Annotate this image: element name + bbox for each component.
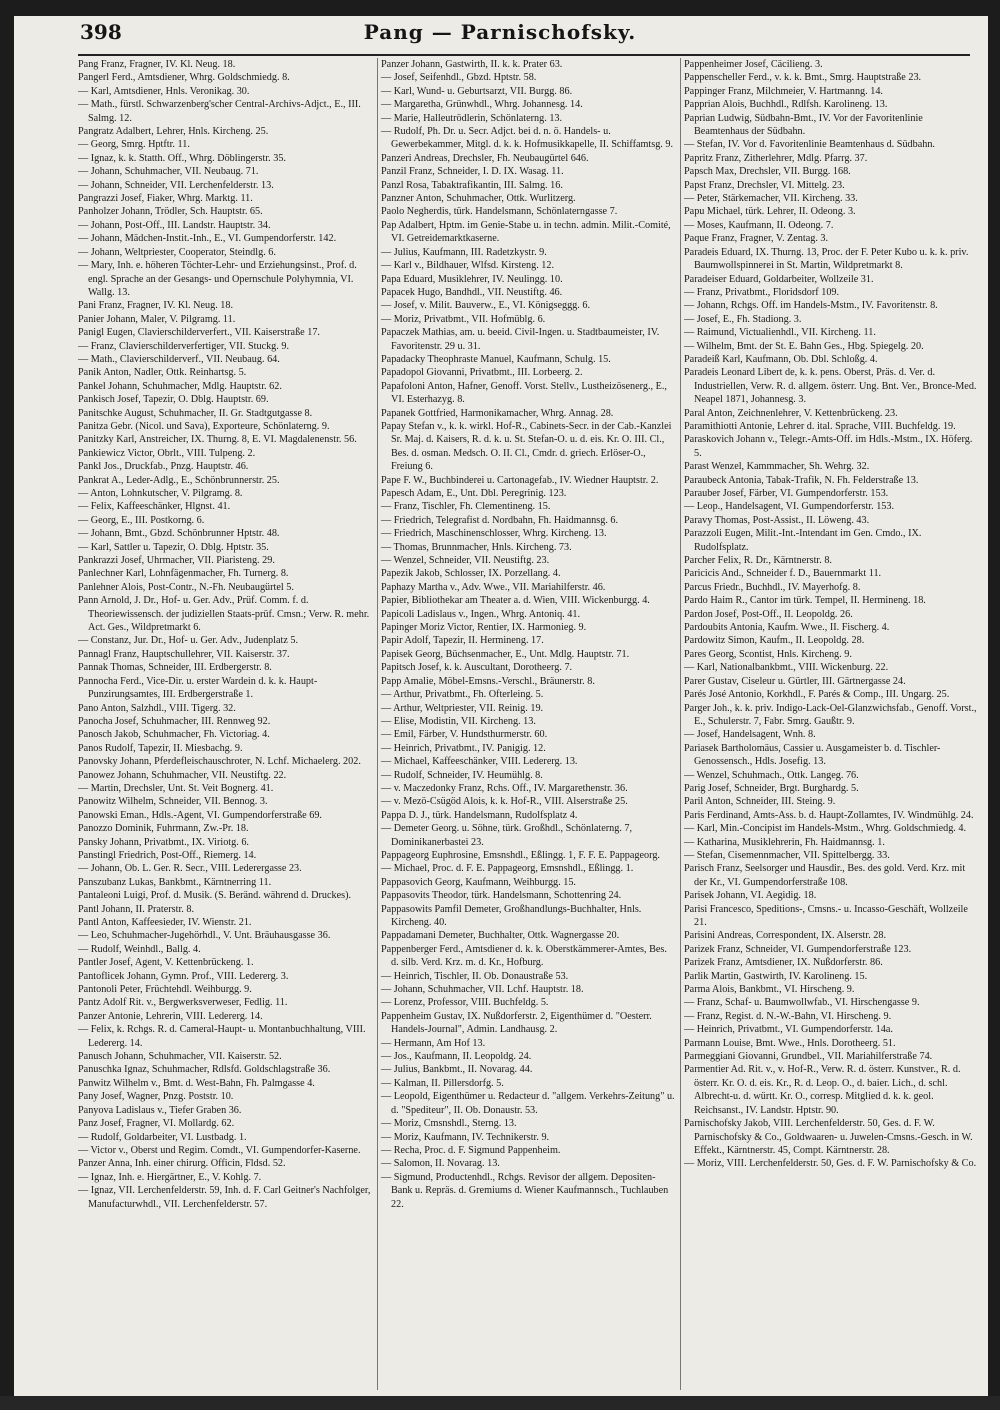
- directory-entry: Pang Franz, Fragner, IV. Kl. Neug. 18.: [78, 59, 236, 70]
- directory-entry: Papst Franz, Drechsler, VI. Mittelg. 23.: [684, 179, 845, 191]
- directory-entry: Pannagl Franz, Hauptschullehrer, VII. Kaiserstr. 37.: [78, 648, 290, 660]
- directory-entry: Pangrazzi Josef, Fiaker, Whrg. Marktg. 11.: [78, 193, 253, 205]
- directory-entry: Panzer Anna, Inh. einer chirurg. Officin, Fldsd. 52.: [78, 1158, 286, 1170]
- directory-entry: Panzl Rosa, Tabaktrafikantin, III. Salmg. 16.: [381, 179, 563, 191]
- directory-entry: Pankiewicz Victor, Obrlt., VIII. Tulpeng. 2.: [78, 447, 256, 459]
- directory-entry: Paramithiotti Antonie, Lehrer d. ital. Sprache, VIII. Buchfeldg. 19.: [684, 420, 956, 432]
- directory-entry: Papa Eduard, Musiklehrer, IV. Neulingg. 10.: [381, 273, 563, 285]
- directory-entry: Paradeiser Eduard, Goldarbeiter, Wollzeile 31.: [684, 273, 874, 285]
- directory-entry: Parnischofsky Jakob, VIII. Lerchenfelderstr. 50, Ges. d. F. W. Parnischofsky & Co., Goldwaaren- u. Juwelen-Cmsns.-Gesch. in W. Effekt., Kärntnerstr. 45, Compt. Kärntnerstr. 28.: [684, 1118, 973, 1156]
- directory-entry: Papacek Hugo, Bandhdl., VII. Neustiftg. 46.: [381, 286, 563, 298]
- directory-entry: — Josef, E., Fh. Stadiong. 3.: [684, 313, 802, 325]
- directory-entry: Panlechner Karl, Lohnfägenmacher, Fh. Turnerg. 8.: [78, 568, 289, 580]
- directory-entry: Panocha Josef, Schuhmacher, III. Rennweg 92.: [78, 715, 271, 727]
- directory-entry: Panszubanz Lukas, Bankbmt., Kärntnerring 11.: [78, 876, 272, 888]
- column-1: [78, 58, 372, 1390]
- directory-entry: — Karl v., Bildhauer, Wlfsd. Kirsteng. 12.: [381, 260, 555, 272]
- directory-entry: Panovsky Johann, Pferdefleischauschroter, N. Lchf. Michaelerg. 202.: [78, 756, 361, 768]
- directory-entry: — Karl, Nationalbankbmt., VIII. Wickenburg. 22.: [684, 662, 889, 674]
- directory-entry: Papinger Moriz Victor, Rentier, IX. Harmonieg. 9.: [381, 622, 587, 634]
- directory-entry: Paraubeck Antonia, Tabak-Trafik, N. Fh. Felderstraße 13.: [684, 474, 919, 486]
- directory-entry: — Jos., Kaufmann, II. Leopoldg. 24.: [381, 1051, 532, 1063]
- directory-entry: — Ignaz, VII. Lerchenfelderstr. 59, Inh. d. F. Carl Geitner's Nachfolger, Manufacturwhdl., VII. Lerchenfelderstr. 57.: [78, 1185, 371, 1210]
- directory-entry: Pappenheim Gustav, IX. Nußdorferstr. 2, Eigenthümer d. "Oesterr. Handels-Journal", Admin. Landhausg. 2.: [381, 1010, 652, 1036]
- directory-entry: Papay Stefan v., k. k. wirkl. Hof-R., Cabinets-Secr. in der Cab.-Kanzlei Sr. Maj. d. Kaisers, R. d. k. u. St. Stefan-O. u. d. eis. Kr. O. III. Cl., Bes. d. osman. Medsch. O. II. Cl., Cmdr. d. griech. Erlöser-O., Freiung 6.: [381, 420, 672, 473]
- directory-entry: — Johann, Schuhmacher, VII. Lchf. Hauptstr. 18.: [381, 984, 584, 996]
- directory-entry: — Moriz, Privatbmt., VII. Hofmüblg. 6.: [381, 313, 546, 325]
- directory-entry: Papprian Alois, Buchhdl., Rdlfsh. Karolineng. 13.: [684, 99, 888, 111]
- page-number: 398: [80, 20, 122, 44]
- directory-entry: Pariasek Bartholomäus, Cassier u. Ausgameister b. d. Tischler-Genossensch., Hdls. Josefig. 13.: [684, 742, 941, 768]
- directory-entry: Pardoubits Antonia, Kaufm. Wwe., II. Fischerg. 4.: [684, 622, 890, 634]
- directory-entry: Pangratz Adalbert, Lehrer, Hnls. Kircheng. 25.: [78, 126, 269, 138]
- directory-entry: Papadopol Giovanni, Privatbmt., III. Lorbeerg. 2.: [381, 367, 583, 379]
- directory-entry: Papanek Gottfried, Harmonikamacher, Whrg. Annag. 28.: [381, 407, 614, 419]
- directory-entry: — Josef, v. Milit. Bauverw., E., VI. Königseggg. 6.: [381, 300, 591, 312]
- directory-entry: — Ignaz, k. k. Statth. Off., Whrg. Döblingerstr. 35.: [78, 152, 286, 164]
- directory-entry: Paphazy Martha v., Adv. Wwe., VII. Mariahilferstr. 46.: [381, 581, 606, 593]
- directory-entry: — Hermann, Am Hof 13.: [381, 1037, 486, 1049]
- directory-entry: — v. Maczedonky Franz, Rchs. Off., IV. Margarethenstr. 36.: [381, 782, 628, 794]
- directory-entry: Paolo Negherdis, türk. Handelsmann, Schönlaterngasse 7.: [381, 206, 618, 218]
- directory-entry: — Felix, k. Rchgs. R. d. Cameral-Haupt- u. Montanbuchhaltung, VIII. Ledererg. 14.: [78, 1024, 366, 1049]
- directory-entry: Panuschka Ignaz, Schuhmacher, Rdlsfd. Goldschlagstraße 36.: [78, 1064, 331, 1076]
- directory-entry: — Rudolf, Weinhdl., Ballg. 4.: [78, 943, 201, 955]
- directory-entry: Papier, Bibliothekar am Theater a. d. Wien, VIII. Wickenburgg. 4.: [381, 595, 650, 607]
- directory-entry: Pannocha Ferd., Vice-Dir. u. erster Wardein d. k. k. Haupt-Punzirungsamtes, III. Erdbergerstraße 1.: [78, 675, 318, 701]
- directory-entry: Panowski Eman., Hdls.-Agent, VI. Gumpendorferstraße 69.: [78, 809, 322, 821]
- directory-entry: Parizek Franz, Amtsdiener, IX. Nußdorferstr. 86.: [684, 957, 883, 969]
- directory-entry: — Heinrich, Tischler, II. Ob. Donaustraße 53.: [381, 970, 569, 982]
- directory-entry: Papritz Franz, Zitherlehrer, Mdlg. Pfarrg. 37.: [684, 152, 868, 164]
- directory-entry: — Josef, Handelsagent, Wnh. 8.: [684, 729, 816, 741]
- directory-entry: — Leopold, Eigenthümer u. Redacteur d. "allgem. Verkehrs-Zeitung" u. d. "Spediteur", II. Ob. Donaustr. 53.: [381, 1091, 675, 1116]
- directory-entry: Papitsch Josef, k. k. Auscultant, Dorotheerg. 7.: [381, 662, 573, 674]
- scan-border-bottom: [0, 1396, 1000, 1410]
- directory-entry: Parcus Friedr., Buchhdl., IV. Mayerhofg. 8.: [684, 581, 861, 593]
- directory-entry: — Johann, Schneider, VII. Lerchenfelderstr. 13.: [78, 179, 274, 191]
- directory-entry: Papezik Jakob, Schlosser, IX. Porzellang. 4.: [381, 568, 561, 580]
- directory-entry: — Elise, Modistin, VII. Kircheng. 13.: [381, 715, 536, 727]
- directory-entry: — Johann, Schuhmacher, VII. Neubaug. 71.: [78, 166, 259, 178]
- directory-entry: Pappageorg Euphrosine, Emsnshdl., Eßlingg. 1, F. F. E. Pappageorg.: [381, 849, 660, 861]
- directory-entry: — Karl, Min.-Concipist im Handels-Mstm., Whrg. Goldschmiedg. 4.: [684, 823, 967, 835]
- directory-entry: — Michael, Proc. d. F. E. Pappageorg, Emsnshdl., Eßlingg. 1.: [381, 863, 634, 875]
- directory-entry: Paril Anton, Schneider, III. Steing. 9.: [684, 796, 836, 808]
- directory-entry: — Martin, Drechsler, Unt. St. Veit Bognerg. 41.: [78, 782, 274, 794]
- column-3: [680, 58, 978, 1390]
- directory-entry: Pares Georg, Scontist, Hnls. Kircheng. 9.: [684, 648, 852, 660]
- directory-entry: — Georg, Smrg. Hptftr. 11.: [78, 139, 190, 151]
- directory-entry: Panzer Johann, Gastwirth, II. k. k. Prater 63.: [381, 59, 563, 70]
- directory-entry: Pankel Johann, Schuhmacher, Mdlg. Hauptstr. 62.: [78, 380, 282, 392]
- directory-entry: Paradeis Eduard, IX. Thurng. 13, Proc. der F. Peter Kubo u. k. k. priv. Baumwollspinnerei in St. Martin, Wildpretmarkt 8.: [684, 246, 969, 272]
- directory-entry: Papir Adolf, Tapezir, II. Hermineng. 17.: [381, 635, 544, 647]
- directory-entry: Pap Adalbert, Hptm. im Genie-Stabe u. in techn. admin. Milit.-Comité, VI. Getreidemarktkaserne.: [381, 219, 671, 245]
- directory-entry: — Leo, Schuhmacher-Jugehörhdl., V. Unt. Bräuhausgasse 36.: [78, 930, 331, 942]
- directory-entry: — Franz, Regist. d. N.-W.-Bahn, VI. Hirscheng. 9.: [684, 1010, 892, 1022]
- directory-entry: Paque Franz, Fragner, V. Zentag. 3.: [684, 233, 829, 245]
- directory-entry: Panstingl Friedrich, Post-Off., Riemerg. 14.: [78, 849, 257, 861]
- directory-entry: Panwitz Wilhelm v., Bmt. d. West-Bahn, Fh. Palmgasse 4.: [78, 1077, 315, 1089]
- directory-entry: — Lorenz, Professor, VIII. Buchfeldg. 5.: [381, 997, 549, 1009]
- directory-entry: Panz Josef, Fragner, VI. Mollardg. 62.: [78, 1118, 235, 1130]
- directory-entry: Parisch Franz, Seelsorger und Hausdir., Bes. des gold. Verd. Krz. mit der Kr., VI. Gumpendorferstraße 108.: [684, 863, 966, 888]
- directory-entry: — Demeter Georg. u. Söhne, türk. Großhdl., Schönlaterng. 7, Dominikanerbastei 23.: [381, 823, 633, 848]
- directory-entry: Pann Arnold, J. Dr., Hof- u. Ger. Adv., Prüf. Comm. f. d. Theoriewissensch. der judiziellen Staats-prüf. Cmsn.; Verw. R. mehr. Act. Ges., Wildpretmarkt 6.: [78, 595, 370, 634]
- directory-entry: Pappenscheller Ferd., v. k. k. Bmt., Smrg. Hauptstraße 23.: [684, 72, 922, 84]
- directory-entry: Pankrazzi Josef, Uhrmacher, VII. Piaristeng. 29.: [78, 555, 275, 567]
- directory-entry: Parazzoli Eugen, Milit.-Int.-Intendant im Gen. Cmdo., IX. Rudolfsplatz.: [684, 528, 922, 553]
- directory-entry: Papisek Georg, Büchsenmacher, E., Unt. Mdlg. Hauptstr. 71.: [381, 648, 630, 660]
- scan-border-left: [0, 0, 14, 1410]
- directory-entry: — Constanz, Jur. Dr., Hof- u. Ger. Adv., Judenplatz 5.: [78, 635, 299, 647]
- directory-entry: Pankisch Josef, Tapezir, O. Dblg. Hauptstr. 69.: [78, 394, 269, 406]
- directory-entry: Panozzo Dominik, Fuhrmann, Zw.-Pr. 18.: [78, 823, 249, 835]
- directory-entry: — Karl, Amtsdiener, Hnls. Veronikag. 30.: [78, 85, 250, 97]
- directory-entry: Papadacky Theophraste Manuel, Kaufmann, Schulg. 15.: [381, 353, 611, 365]
- directory-entry: — Moses, Kaufmann, II. Odeong. 7.: [684, 219, 834, 231]
- directory-entry: Paral Anton, Zeichnenlehrer, V. Kettenbrückeng. 23.: [684, 407, 898, 419]
- directory-entry: Pappasovich Georg, Kaufmann, Weihburgg. 15.: [381, 876, 576, 888]
- columns-container: [78, 58, 978, 1390]
- directory-entry: — Johann, Post-Off., III. Landstr. Hauptstr. 34.: [78, 219, 271, 231]
- directory-entry: — Johann, Mädchen-Instit.-Inh., E., VI. Gumpendorferstr. 142.: [78, 233, 337, 245]
- directory-entry: Paravy Thomas, Post-Assist., II. Löweng. 43.: [684, 514, 870, 526]
- directory-entry: Parig Josef, Schneider, Brgt. Burghardg. 5.: [684, 782, 859, 794]
- directory-entry: — Karl, Sattler u. Tapezir, O. Dblg. Hptstr. 35.: [78, 541, 269, 553]
- directory-entry: Parer Gustav, Ciseleur u. Gürtler, III. Gärtnergasse 24.: [684, 675, 906, 687]
- directory-entry: — Kalman, II. Pillersdorfg. 5.: [381, 1077, 504, 1089]
- directory-entry: Pape F. W., Buchbinderei u. Cartonagefab., IV. Wiedner Hauptstr. 2.: [381, 474, 659, 486]
- directory-entry: Pankl Jos., Druckfab., Pnzg. Hauptstr. 46.: [78, 461, 249, 473]
- directory-entry: Parast Wenzel, Kammmacher, Sh. Wehrg. 32.: [684, 461, 870, 473]
- page-title: Pang — Parnischofsky.: [363, 20, 637, 44]
- directory-entry: — Julius, Bankbmt., II. Novarag. 44.: [381, 1064, 533, 1076]
- scan-border-right: [988, 0, 1000, 1410]
- directory-entry: Pannak Thomas, Schneider, III. Erdbergerstr. 8.: [78, 662, 272, 674]
- directory-entry: — Leop., Handelsagent, VI. Gumpendorferstr. 153.: [684, 501, 895, 513]
- directory-entry: Panowez Johann, Schuhmacher, VII. Neustiftg. 22.: [78, 769, 287, 781]
- directory-entry: — Emil, Färber, V. Hundsthurmerstr. 60.: [381, 729, 548, 741]
- directory-entry: — Katharina, Musiklehrerin, Fh. Haidmannsg. 1.: [684, 836, 885, 848]
- directory-entry: Pardo Haim R., Cantor im türk. Tempel, II. Hermineng. 18.: [684, 595, 926, 607]
- directory-entry: Pappasovits Theodor, türk. Handelsmann, Schottenring 24.: [381, 890, 622, 902]
- directory-entry: Pappadamani Demeter, Buchhalter, Ottk. Wagnergasse 20.: [381, 930, 620, 942]
- directory-entry: Panzeri Andreas, Drechsler, Fh. Neubaugürtel 646.: [381, 152, 589, 164]
- directory-entry: — Wilhelm, Bmt. der St. E. Bahn Ges., Hbg. Spiegelg. 20.: [684, 340, 924, 352]
- directory-entry: — Georg, E., III. Postkorng. 6.: [78, 514, 205, 526]
- directory-entry: — Johann, Rchgs. Off. im Handels-Mstm., IV. Favoritenstr. 8.: [684, 300, 938, 312]
- directory-entry: Pansky Johann, Privatbmt., IX. Viriotg. 6.: [78, 836, 249, 848]
- directory-entry: Papu Michael, türk. Lehrer, II. Odeong. 3.: [684, 206, 856, 218]
- directory-entry: — Wenzel, Schuhmach., Ottk. Langeg. 76.: [684, 769, 859, 781]
- directory-entry: — Rudolf, Goldarbeiter, VI. Lustbadg. 1.: [78, 1131, 247, 1143]
- directory-entry: Pani Franz, Fragner, IV. Kl. Neug. 18.: [78, 300, 234, 312]
- directory-entry: Parmentier Ad. Rit. v., v. Hof-R., Verw. R. d. österr. Kunstver., R. d. österr. Kr. O. d. eis. Kr., R. d. Leop. O., d. baier. Lich., d. schl. Albrecht-u. d. württ. Kr. O., corresp. Mitglied d. k. k. geol. Reichsanst., IV. Landstr. Hptstr. 90.: [684, 1064, 961, 1116]
- directory-entry: Pardowitz Simon, Kaufm., II. Leopoldg. 28.: [684, 635, 865, 647]
- directory-entry: Pardon Josef, Post-Off., II. Leopoldg. 26.: [684, 608, 853, 620]
- directory-entry: — Marie, Halleutrödlerin, Schönlaterng. 13.: [381, 112, 563, 124]
- directory-entry: — Raimund, Victualienhdl., VII. Kircheng. 11.: [684, 327, 876, 339]
- directory-entry: Parma Alois, Bankbmt., VI. Hirscheng. 9.: [684, 984, 855, 996]
- directory-entry: — Johann, Weltpriester, Cooperator, Steindlg. 6.: [78, 246, 276, 258]
- directory-entry: Pantl Johann, II. Praterstr. 8.: [78, 903, 195, 915]
- directory-entry: — Thomas, Brunnmacher, Hnls. Kircheng. 73.: [381, 541, 572, 553]
- directory-entry: — Franz, Clavierschilderverfertiger, VII. Stuckg. 9.: [78, 340, 290, 352]
- directory-entry: Panzer Antonie, Lehrerin, VIII. Ledererg. 14.: [78, 1010, 263, 1022]
- directory-entry: — Moriz, VIII. Lerchenfelderstr. 50, Ges. d. F. W. Parnischofsky & Co.: [684, 1158, 977, 1170]
- directory-entry: Pappasowits Pamfil Demeter, Großhandlungs-Buchhalter, Hnls. Kircheng. 40.: [381, 903, 642, 928]
- header-rule: [78, 54, 970, 56]
- directory-entry: Pankrat A., Leder-Adlg., E., Schönbrunnerstr. 25.: [78, 474, 280, 486]
- directory-entry: — Franz, Schaf- u. Baumwollwfab., VI. Hirschengasse 9.: [684, 997, 920, 1009]
- directory-entry: — Math., Clavierschilderverf., VII. Neubaug. 64.: [78, 353, 280, 365]
- directory-entry: Pappa D. J., türk. Handelsmann, Rudolfsplatz 4.: [381, 809, 578, 821]
- directory-entry: Panitza Gebr. (Nicol. und Sava), Exporteure, Schönlaterng. 9.: [78, 420, 330, 432]
- directory-entry: Panigl Eugen, Clavierschilderverfert., VII. Kaiserstraße 17.: [78, 327, 320, 339]
- directory-entry: Pantler Josef, Agent, V. Kettenbrückeng. 1.: [78, 957, 254, 969]
- directory-entry: Panusch Johann, Schuhmacher, VII. Kaiserstr. 52.: [78, 1051, 282, 1063]
- directory-entry: — Stefan, Cisemennmacher, VII. Spittelbergg. 33.: [684, 849, 890, 861]
- directory-entry: — Friedrich, Maschinenschlosser, Whrg. Kircheng. 13.: [381, 528, 607, 540]
- directory-entry: Panos Rudolf, Tapezir, II. Miesbachg. 9.: [78, 742, 243, 754]
- directory-entry: — Anton, Lohnkutscher, V. Pilgramg. 8.: [78, 488, 243, 499]
- directory-entry: — Sigmund, Productenhdl., Rchgs. Revisor der allgem. Depositen-Bank u. Repräs. d. Gremiums d. Wiener Kaufmannsch., Tuchlauben 22.: [381, 1171, 669, 1210]
- directory-entry: Panitzky Karl, Anstreicher, IX. Thurng. 8, E. VI. Magdalenenstr. 56.: [78, 434, 357, 446]
- directory-entry: Parger Joh., k. k. priv. Indigo-Lack-Oel-Glanzwichsfab., Genoff. Vorst., E., Schulerstr. 7, Fabr. Smrg. Gaußtr. 9.: [684, 702, 977, 727]
- directory-entry: Pantz Adolf Rit. v., Bergwerksverweser, Fedlig. 11.: [78, 997, 288, 1009]
- scan-border-top: [0, 0, 1000, 16]
- directory-entry: Parisek Johann, VI. Aegidig. 18.: [684, 890, 817, 902]
- directory-entry: — Michael, Kaffeeschänker, VIII. Ledererg. 13.: [381, 756, 578, 768]
- directory-entry: Panik Anton, Nadler, Ottk. Reinhartsg. 5.: [78, 367, 247, 379]
- directory-entry: — v. Mezö-Csügöd Alois, k. k. Hof-R., VIII. Alserstraße 25.: [381, 796, 628, 808]
- directory-entry: — Julius, Kaufmann, III. Radetzkystr. 9.: [381, 246, 547, 258]
- directory-entry: Parés José Antonio, Korkhdl., F. Parés & Comp., III. Ungarg. 25.: [684, 689, 950, 701]
- directory-entry: — Margaretha, Grünwhdl., Whrg. Johannesg. 14.: [381, 99, 583, 111]
- directory-entry: Panitschke August, Schuhmacher, II. Gr. Stadtgutgasse 8.: [78, 407, 313, 419]
- directory-entry: — Mary, Inh. e. höheren Töchter-Lehr- und Erziehungsinst., Prof. d. engl. Sprache an der Gesangs- und Opernschule Polyhymnia, VI. Wallg. 13.: [78, 260, 357, 298]
- directory-entry: Panowitz Wilhelm, Schneider, VII. Bennog. 3.: [78, 796, 268, 808]
- directory-entry: — Victor v., Oberst und Regim. Comdt., VI. Gumpendorfer-Kaserne.: [78, 1144, 361, 1156]
- directory-entry: Panosch Jakob, Schuhmacher, Fh. Victoriag. 4.: [78, 729, 270, 741]
- directory-entry: Pano Anton, Salzhdl., VIII. Tigerg. 32.: [78, 702, 236, 714]
- directory-entry: Pappenheimer Josef, Cäcilieng. 3.: [684, 59, 823, 70]
- directory-entry: — Recha, Proc. d. F. Sigmund Pappenheim.: [381, 1144, 561, 1156]
- directory-entry: Papp Amalie, Möbel-Emsns.-Verschl., Bräunerstr. 8.: [381, 675, 595, 687]
- directory-entry: — Karl, Wund- u. Geburtsarzt, VII. Burgg. 86.: [381, 85, 573, 97]
- directory-entry: Pantonoli Peter, Früchtehdl. Weihburgg. 9.: [78, 984, 252, 996]
- directory-entry: — Moriz, Cmsnshdl., Sterng. 13.: [381, 1118, 517, 1130]
- directory-entry: — Heinrich, Privatbmt., IV. Panigig. 12.: [381, 742, 546, 754]
- directory-entry: Panyova Ladislaus v., Tiefer Graben 36.: [78, 1104, 242, 1116]
- directory-entry: — Rudolf, Schneider, IV. Heumühlg. 8.: [381, 769, 543, 781]
- directory-entry: Paradeiß Karl, Kaufmann, Ob. Dbl. Schloßg. 4.: [684, 353, 878, 365]
- directory-entry: Paprian Ludwig, Südbahn-Bmt., IV. Vor der Favoritenlinie Beamtenhaus der Südbahn.: [684, 112, 923, 138]
- directory-entry: Pantoflicek Johann, Gymn. Prof., VIII. Ledererg. 3.: [78, 970, 289, 982]
- directory-entry: Parisi Francesco, Speditions-, Cmsns.- u. Incasso-Geschäft, Wollzeile 21.: [684, 903, 968, 928]
- directory-entry: — Franz, Tischler, Fh. Clementineng. 15.: [381, 501, 551, 513]
- directory-entry: Parmann Louise, Bmt. Wwe., Hnls. Dorotheerg. 51.: [684, 1037, 896, 1049]
- directory-entry: — Wenzel, Schneider, VII. Neustiftg. 23.: [381, 555, 550, 567]
- directory-entry: — Josef, Seifenhdl., Gbzd. Hptstr. 58.: [381, 72, 537, 84]
- directory-entry: Paradeis Leonard Libert de, k. k. pens. Oberst, Präs. d. Ver. d. Industriellen, Verw. R. d. allgem. österr. Ung. Bnt. Ver., Bronce-Med. Neapel 1871, Johannesg. 3.: [684, 367, 977, 406]
- directory-entry: — Rudolf, Ph. Dr. u. Secr. Adjct. bei d. n. ö. Handels- u. Gewerbekammer, Mitgl. d. k. k. Hofmusikkapelle, II. Schiffamtsg. 9.: [381, 126, 674, 151]
- column-2: [377, 58, 675, 1390]
- directory-entry: — Moriz, Kaufmann, IV. Technikerstr. 9.: [381, 1131, 550, 1143]
- directory-entry: Parisini Andreas, Correspondent, IX. Alserstr. 28.: [684, 930, 887, 942]
- directory-entry: Pangerl Ferd., Amtsdiener, Whrg. Goldschmiedg. 8.: [78, 72, 290, 84]
- directory-entry: — Johann, Ob. L. Ger. R. Secr., VIII. Lederergasse 23.: [78, 863, 302, 875]
- directory-entry: Paraskovich Johann v., Telegr.-Amts-Off. im Hdls.-Mstm., IX. Höferg. 5.: [684, 434, 973, 459]
- directory-entry: — Math., fürstl. Schwarzenberg'scher Central-Archivs-Adjct., E., III. Salmg. 12.: [78, 99, 361, 124]
- directory-entry: — Salomon, II. Novarag. 13.: [381, 1158, 500, 1170]
- directory-entry: — Ignaz, Inh. e. Hiergärtner, E., V. Kohlg. 7.: [78, 1171, 262, 1183]
- directory-entry: — Felix, Kaffeeschänker, Hlgnst. 41.: [78, 501, 231, 513]
- directory-entry: Parizek Franz, Schneider, VI. Gumpendorferstraße 123.: [684, 943, 912, 955]
- directory-entry: — Heinrich, Privatbmt., VI. Gumpendorferstr. 14a.: [684, 1024, 893, 1036]
- directory-entry: Papaczek Mathias, am. u. beeid. Civil-Ingen. u. Stadtbaumeister, IV. Favoritenstr. 29 u. 31.: [381, 327, 660, 352]
- directory-entry: Panier Johann, Maler, V. Pilgramg. 11.: [78, 313, 236, 325]
- directory-entry: Papesch Adam, E., Unt. Dbl. Peregrinig. 123.: [381, 488, 567, 499]
- directory-entry: Pantl Anton, Kaffeesieder, IV. Wienstr. 21.: [78, 917, 252, 928]
- directory-entry: — Peter, Stärkemacher, VII. Kircheng. 33.: [684, 193, 858, 205]
- directory-entry: Parcher Felix, R. Dr., Kärntnerstr. 8.: [684, 555, 832, 567]
- directory-entry: — Stefan, IV. Vor d. Favoritenlinie Beamtenhaus d. Südbahn.: [684, 139, 935, 151]
- directory-entry: Pappenberger Ferd., Amtsdiener d. k. k. Oberstkämmerer-Amtes, Bes. d. silb. Verd. Krz. m. d. Kr., Hofburg.: [381, 943, 667, 969]
- directory-entry: Paris Ferdinand, Amts-Ass. b. d. Haupt-Zollamtes, IV. Windmühlg. 24.: [684, 809, 974, 821]
- directory-entry: Parlik Martin, Gastwirth, IV. Karolineng. 15.: [684, 970, 868, 982]
- directory-entry: Papafoloni Anton, Hafner, Genoff. Vorst. Stellv., Lustheizösenerg., E., VI. Esterhazyg. 8.: [381, 380, 667, 406]
- directory-entry: Panzil Franz, Schneider, I. D. IX. Wasag. 11.: [381, 166, 564, 178]
- directory-entry: Panlehner Alois, Post-Contr., N.-Fh. Neubaugürtel 5.: [78, 581, 294, 593]
- directory-entry: Pantaleoni Luigi, Prof. d. Musik. (S. Beränd. während d. Druckes).: [78, 890, 352, 902]
- directory-entry: Papsch Max, Drechsler, VII. Burgg. 168.: [684, 166, 851, 178]
- directory-entry: Panzner Anton, Schuhmacher, Ottk. Wurlitzerg.: [381, 193, 576, 205]
- directory-entry: Pany Josef, Wagner, Pnzg. Poststr. 10.: [78, 1091, 234, 1103]
- directory-entry: Parmeggiani Giovanni, Grundbel., VII. Mariahilferstraße 74.: [684, 1051, 933, 1063]
- directory-entry: — Franz, Privatbmt., Floridsdorf 109.: [684, 286, 840, 298]
- directory-entry: — Friedrich, Telegrafist d. Nordbahn, Fh. Haidmannsg. 6.: [381, 514, 619, 526]
- directory-entry: — Arthur, Privatbmt., Fh. Ofterleing. 5.: [381, 689, 544, 701]
- directory-entry: Panholzer Johann, Trödler, Sch. Hauptstr. 65.: [78, 206, 263, 218]
- directory-entry: Papicoli Ladislaus v., Ingen., Whrg. Antoniq. 41.: [381, 608, 581, 620]
- directory-entry: Parauber Josef, Färber, VI. Gumpendorferstr. 153.: [684, 488, 889, 499]
- directory-entry: Pappinger Franz, Milchmeier, V. Hartmanng. 14.: [684, 85, 883, 97]
- directory-entry: — Arthur, Weltpriester, VII. Reinig. 19.: [381, 702, 544, 714]
- directory-entry: — Johann, Bmt., Gbzd. Schönbrunner Hptstr. 48.: [78, 528, 280, 540]
- directory-entry: Paricicis And., Schneider f. D., Bauernmarkt 11.: [684, 568, 882, 580]
